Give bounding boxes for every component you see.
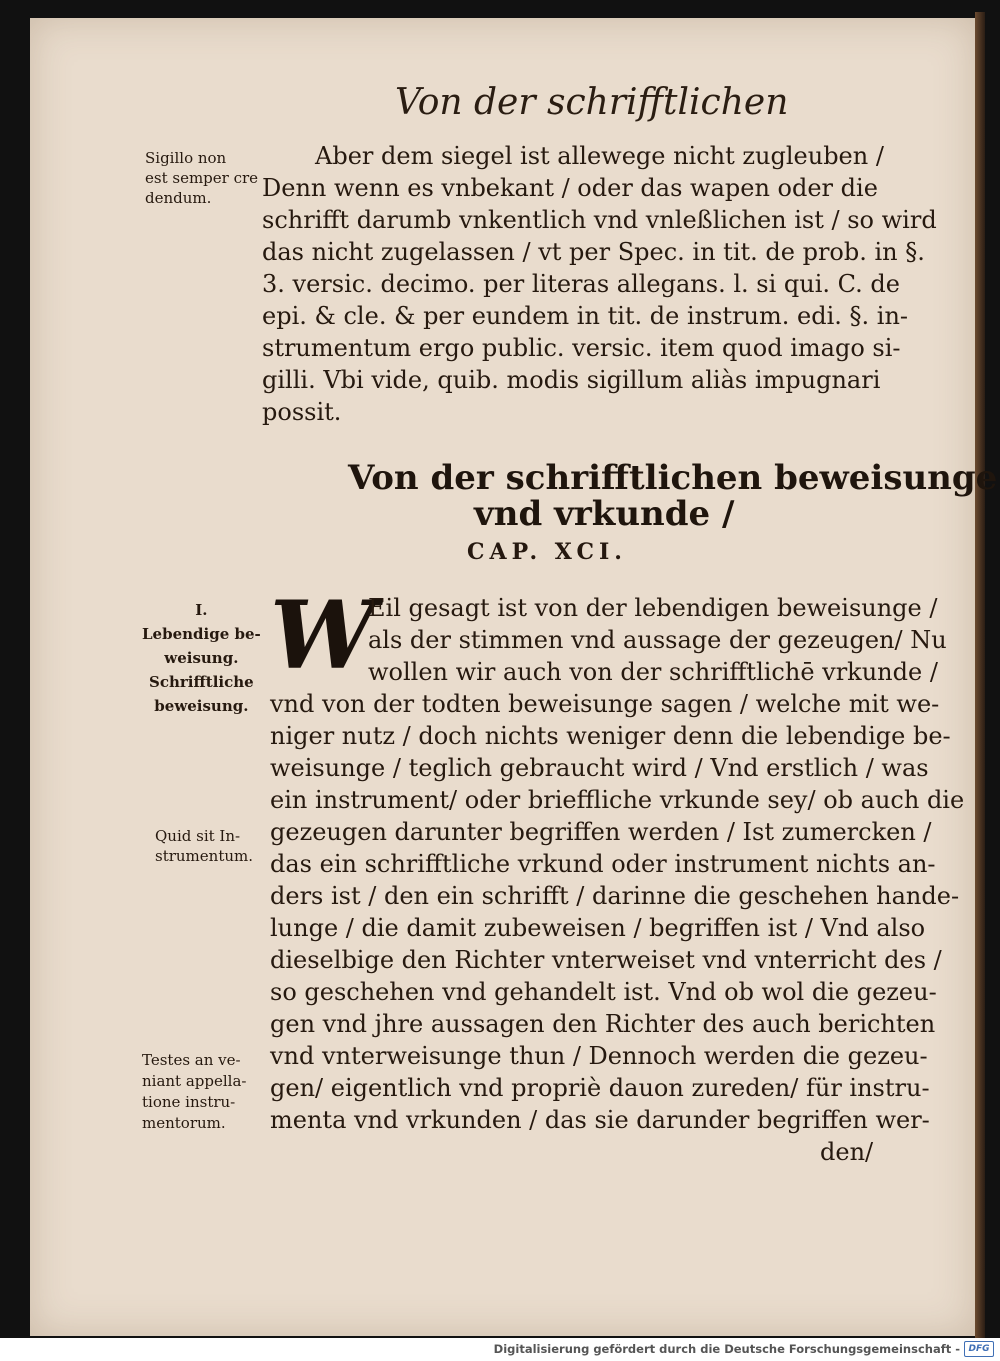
text-line: niger nutz / doch nichts weniger denn die lebendige be- <box>270 722 951 750</box>
text-line: gen/ eigentlich vnd propriè dauon zureden/ für instru- <box>270 1074 930 1102</box>
margin-note-line: tione instru- <box>142 1093 236 1111</box>
chapter-number: CAP. XCI. <box>467 539 627 565</box>
text-line: weisunge / teglich gebraucht wird / Vnd erstlich / was <box>270 754 929 782</box>
margin-note-line: niant appella- <box>142 1072 247 1090</box>
margin-note-line: beweisung. <box>154 697 249 715</box>
text-line: schrifft darumb vnkentlich vnd vnleßlichen ist / so wird <box>262 206 937 234</box>
margin-note-line: Sigillo non <box>145 149 227 167</box>
margin-note-beweisung <box>142 598 261 718</box>
margin-note-testes <box>142 1050 247 1134</box>
text-line: epi. & cle. & per eundem in tit. de instrum. edi. §. in- <box>262 302 909 330</box>
margin-note-line: I. <box>195 601 208 619</box>
text-line: das nicht zugelassen / vt per Spec. in tit. de prob. in §. <box>262 238 925 266</box>
margin-note-line: weisung. <box>164 649 239 667</box>
text-line: Denn wenn es vnbekant / oder das wapen oder die <box>262 174 878 202</box>
text-line: gen vnd jhre aussagen den Richter des auch berichten <box>270 1010 936 1038</box>
text-line: gezeugen darunter begriffen werden / Ist zumercken / <box>270 818 932 846</box>
text-line: vnd von der todten beweisunge sagen / welche mit we- <box>270 690 940 718</box>
margin-note-sigillo <box>145 148 258 208</box>
text-line: Eil gesagt ist von der lebendigen beweisunge / <box>368 594 938 622</box>
margin-note-line: Quid sit In- <box>155 827 241 845</box>
margin-note-line: dendum. <box>145 189 212 207</box>
chapter-title-line-1: Von der schrifftlichen beweisunge <box>348 458 998 498</box>
decorated-initial: W <box>270 581 376 691</box>
text-line: 3. versic. decimo. per literas allegans. l. si qui. C. de <box>262 270 900 298</box>
text-line: wollen wir auch von der schrifftlichē vrkunde / <box>368 658 938 686</box>
page-edge <box>975 12 985 1338</box>
chapter-title-line-2: vnd vrkunde / <box>474 494 735 534</box>
margin-note-line: mentorum. <box>142 1114 226 1132</box>
text-line: das ein schrifftliche vrkund oder instrument nichts an- <box>270 850 936 878</box>
text-line: ders ist / den ein schrifft / darinne die geschehen hande- <box>270 882 960 910</box>
text-line: vnd vnterweisunge thun / Dennoch werden die gezeu- <box>270 1042 928 1070</box>
text-line: dieselbige den Richter vnterweiset vnd vnterricht des / <box>270 946 942 974</box>
text-line: so geschehen vnd gehandelt ist. Vnd ob wol die gezeu- <box>270 978 937 1006</box>
catchword: den/ <box>820 1138 874 1166</box>
text-line: gilli. Vbi vide, quib. modis sigillum aliàs impugnari <box>262 366 881 394</box>
dfg-logo[interactable]: DFG <box>964 1341 994 1357</box>
running-header: Von der schrifftlichen <box>395 82 789 123</box>
digitization-credit: Digitalisierung gefördert durch die Deutsche Forschungsgemeinschaft - <box>493 1342 960 1356</box>
text-line: als der stimmen vnd aussage der gezeugen/ Nu <box>368 626 947 654</box>
text-line: strumentum ergo public. versic. item quod imago si- <box>262 334 901 362</box>
text-line: ein instrument/ oder brieffliche vrkunde sey/ ob auch die <box>270 786 965 814</box>
text-line: Aber dem siegel ist allewege nicht zugleuben / <box>315 142 884 170</box>
text-line: lunge / die damit zubeweisen / begriffen ist / Vnd also <box>270 914 926 942</box>
margin-note-line: est semper cre <box>145 169 259 187</box>
margin-note-line: strumentum. <box>155 847 253 865</box>
margin-note-instrumentum <box>155 826 253 866</box>
text-line: possit. <box>262 398 342 426</box>
text-line: menta vnd vrkunden / das sie darunder begriffen wer- <box>270 1106 930 1134</box>
margin-note-line: Testes an ve- <box>142 1051 241 1069</box>
margin-note-line: Schrifftliche <box>149 673 254 691</box>
margin-note-line: Lebendige be- <box>142 625 261 643</box>
